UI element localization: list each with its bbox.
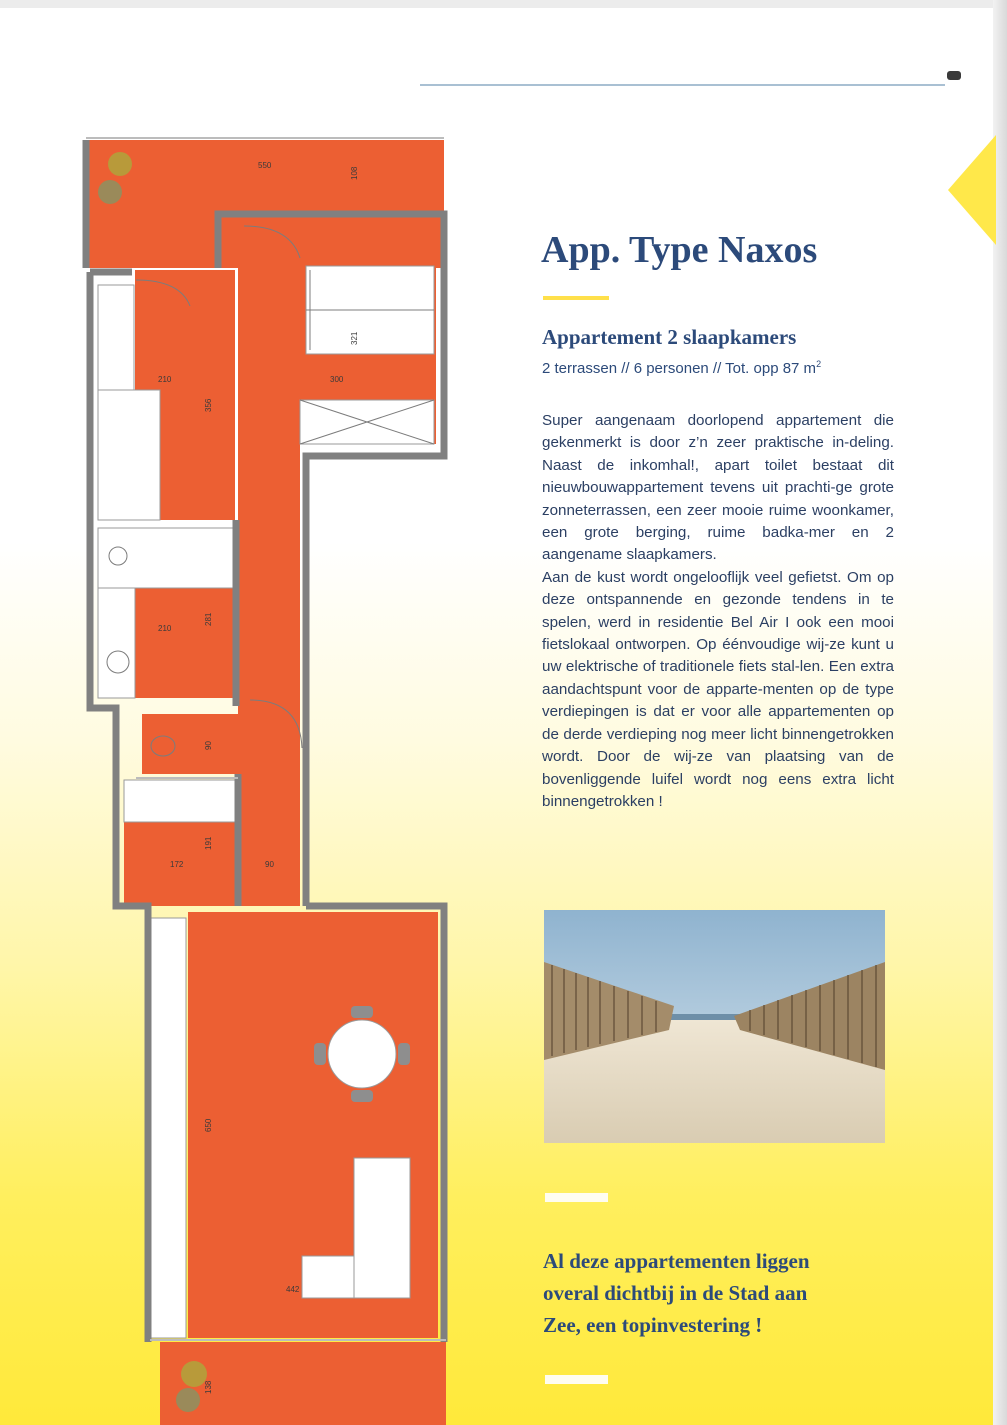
beach-photo bbox=[544, 910, 885, 1143]
dim-hall-width: 90 bbox=[265, 860, 274, 869]
dim-bedroom-2-depth: 356 bbox=[204, 398, 213, 412]
closing-line-3: Zee, een topinvestering ! bbox=[543, 1313, 763, 1337]
dim-toilet-depth: 90 bbox=[204, 741, 213, 750]
dim-living-width: 442 bbox=[286, 1285, 300, 1294]
dim-terrace-top-width: 550 bbox=[258, 161, 272, 170]
specs-unit-superscript: 2 bbox=[816, 359, 822, 369]
dim-bathroom-depth: 281 bbox=[204, 612, 213, 626]
dim-bedroom-1-depth: 321 bbox=[350, 331, 359, 345]
floor-plan bbox=[0, 0, 470, 1425]
closing-line-1: Al deze appartementen liggen bbox=[543, 1249, 810, 1273]
page-title: App. Type Naxos bbox=[541, 229, 818, 271]
subtitle: Appartement 2 slaapkamers bbox=[542, 325, 797, 349]
dim-bedroom-1-width: 300 bbox=[330, 375, 344, 384]
bath-vanity bbox=[98, 528, 233, 588]
dim-terrace-bottom-depth: 138 bbox=[204, 1380, 213, 1394]
hallway bbox=[238, 444, 300, 906]
specs-line bbox=[542, 359, 821, 377]
sofa-corner bbox=[302, 1256, 354, 1298]
dim-bedroom-2-width: 210 bbox=[158, 375, 172, 384]
description-paragraph-2: Aan de kust wordt ongelooflijk veel gefietst. Om op deze ontspannende en gezonde tendens in te spelen, werd in residentie Bel Air I ook een mooi fietslokaal ontworpen. Op éénvoudige wij-ze kunt u uw elektrische of traditionele fiets stal-len. Een extra aandachtspunt voor de apparte-menten op de type verdiepingen is dat er voor alle appartementen op de derde verdieping nog meer licht binnengetrokken wordt. Door de wij-ze van plaatsing van de bovenliggende luifel wordt nog eens extra licht binnengetrokken ! bbox=[542, 568, 894, 810]
sofa-back bbox=[354, 1158, 410, 1298]
closing-line-2: overal dichtbij in de Stad aan bbox=[543, 1281, 808, 1305]
single-bed bbox=[98, 390, 160, 520]
dim-living-depth: 650 bbox=[204, 1118, 213, 1132]
dining-table bbox=[328, 1020, 396, 1088]
dim-storage-width: 172 bbox=[170, 860, 184, 869]
dim-bathroom-width: 210 bbox=[158, 624, 172, 633]
dim-terrace-top-depth: 108 bbox=[350, 166, 359, 180]
title-underline bbox=[543, 296, 609, 300]
specs-text: 2 terrassen // 6 personen // Tot. opp 87 m bbox=[542, 360, 817, 377]
binder-clip bbox=[947, 71, 961, 80]
description bbox=[542, 410, 894, 813]
dim-storage-depth: 191 bbox=[204, 836, 213, 850]
accent-bar-bottom bbox=[545, 1375, 608, 1384]
corner-arrow-icon bbox=[948, 135, 996, 245]
accent-bar-top bbox=[545, 1193, 608, 1202]
closing-statement bbox=[543, 1245, 893, 1341]
shower bbox=[98, 588, 135, 698]
storage-shelf bbox=[124, 780, 236, 822]
toilet bbox=[142, 714, 238, 774]
kitchen-counter bbox=[150, 918, 186, 1338]
bathroom bbox=[135, 588, 235, 698]
terrace-bottom bbox=[160, 1342, 446, 1425]
top-rule bbox=[420, 84, 945, 86]
description-paragraph-1: Super aangenaam doorlopend appartement die gekenmerkt is door z’n zeer praktische in-deling. Naast de inkomhal!, apart toilet bestaat dit nieuwbouwappartement tevens uit prachti-ge grote zonneterrassen, een zeer mooie ruime woonkamer, een grote berging, ruime badka-mer en 2 aangename slaapkamers. bbox=[542, 412, 894, 564]
